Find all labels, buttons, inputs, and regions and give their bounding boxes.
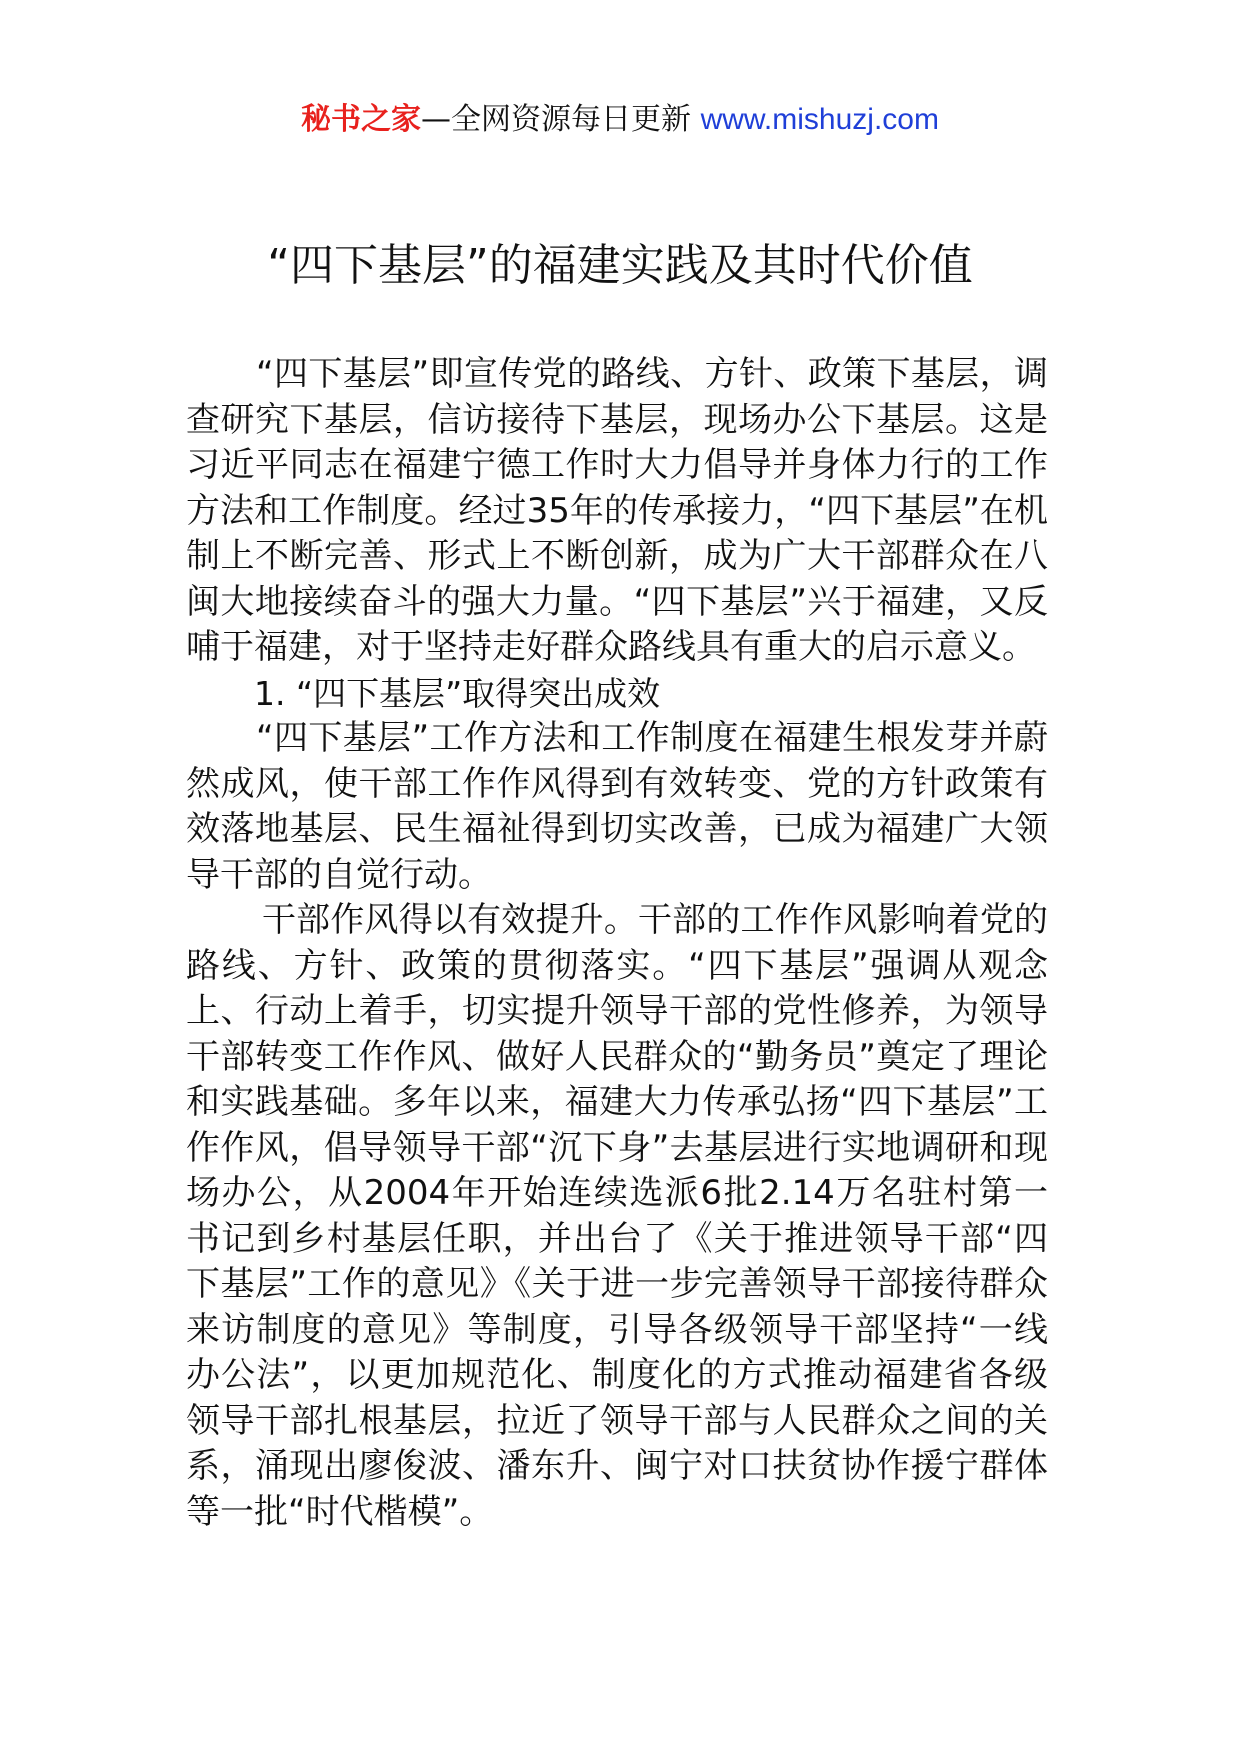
site-tagline: —全网资源每日更新 <box>421 102 701 137</box>
section-paragraph: “四下基层”工作方法和工作制度在福建生根发芽并蔚然成风，使干部工作作风得到有效转变、党的方针政策有效落地基层、民生福祉得到切实改善，已成为福建广大领导干部的自觉行动。 <box>186 718 1048 895</box>
document-body <box>186 352 1048 1535</box>
site-url-link[interactable]: www.mishuzj.com <box>700 103 939 136</box>
section-heading: 1. “四下基层”取得突出成效 <box>254 673 661 713</box>
site-brand: 秘书之家 <box>301 102 422 137</box>
section-paragraph: 干部作风得以有效提升。干部的工作作风影响着党的路线、方针、政策的贯彻落实。“四下基层”强调从观念上、行动上着手，切实提升领导干部的党性修养，为领导干部转变工作作风、做好人民群众的“勤务员”奠定了理论和实践基础。多年以来，福建大力传承弘扬“四下基层”工作作风，倡导领导干部“沉下身”去基层进行实地调研和现场办公，从2004年开始连续选派6批2.14万名驻村第一书记到乡村基层任职，并出台了《关于推进领导干部“四下基层”工作的意见》《关于进一步完善领导干部接待群众来访制度的意见》等制度，引导各级领导干部坚持“一线办公法”，以更加规范化、制度化的方式推动福建省各级领导干部扎根基层，拉近了领导干部与人民群众之间的关系，涌现出廖俊波、潘东升、闽宁对口扶贫协作援宁群体等一批“时代楷模”。 <box>186 900 1048 1532</box>
intro-paragraph: “四下基层”即宣传党的路线、方针、政策下基层，调查研究下基层，信访接待下基层，现场办公下基层。这是习近平同志在福建宁德工作时大力倡导并身体力行的工作方法和工作制度。经过35年的传承接力，“四下基层”在机制上不断完善、形式上不断创新，成为广大干部群众在八闽大地接续奋斗的强大力量。“四下基层”兴于福建，又反哺于福建，对于坚持走好群众路线具有重大的启示意义。 <box>186 354 1048 667</box>
document-title: “四下基层”的福建实践及其时代价值 <box>267 240 973 291</box>
site-header <box>0 100 1240 140</box>
